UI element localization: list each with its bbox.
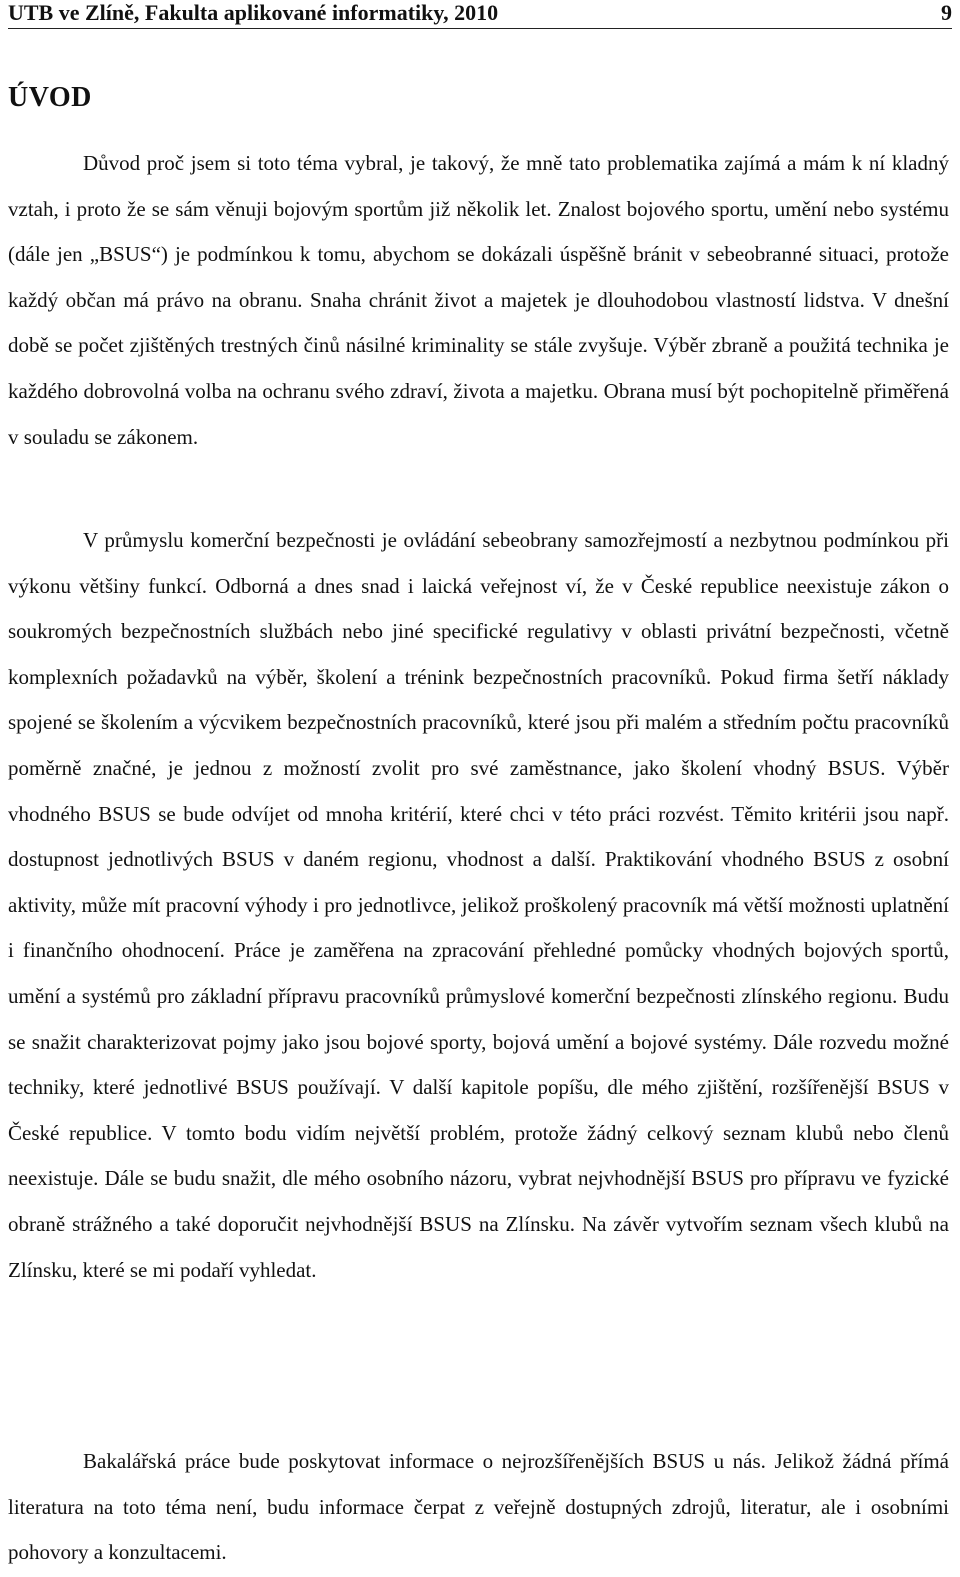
header-title: UTB ve Zlíně, Fakulta aplikované informatiky, 2010	[8, 0, 499, 25]
paragraph-security-industry: V průmyslu komerční bezpečnosti je ovládání sebeobrany samozřejmostí a nezbytnou podmínkou při výkonu většiny funkcí. Odborná a dnes snad i laická veřejnost ví, že v České republice neexistuje zákon o soukromých bezpečnostních službách nebo jiné specifické regulativy v oblasti privátní bezpečnosti, včetně komplexních požadavků na výběr, školení a trénink bezpečnostních pracovníků. Pokud firma šetří náklady spojené se školením a výcvikem bezpečnostních pracovníků, které jsou při malém a středním počtu pracovníků poměrně značné, je jednou z možností zvolit pro své zaměstnance, jako školení vhodný BSUS. Výběr vhodného BSUS se bude odvíjet od mnoha kritérií, které chci v této práci rozvést. Těmito kritérii jsou např. dostupnost jednotlivých BSUS v daném regionu, vhodnost a další. Praktikování vhodného BSUS z osobní aktivity, může mít pracovní výhody i pro jednotlivce, jelikož proškolený pracovník má větší možnosti uplatnění i finančního ohodnocení. Práce je zaměřena na zpracování přehledné pomůcky vhodných bojových sportů, umění a systémů pro základní přípravu pracovníků průmyslové komerční bezpečnosti zlínského regionu. Budu se snažit charakterizovat pojmy jako jsou bojové sporty, bojová umění a bojové systémy. Dále rozvedu možné techniky, které jednotlivé BSUS používají. V další kapitole popíšu, dle mého zjištění, rozšířenější BSUS v České republice. V tomto bodu vidím největší problém, protože žádný celkový seznam klubů nebo členů neexistuje. Dále se budu snažit, dle mého osobního názoru, vybrat nejvhodnější BSUS pro přípravu ve fyzické obraně strážného a také doporučit nejvhodnější BSUS na Zlínsku. Na závěr vytvořím seznam všech klubů na Zlínsku, které se mi podaří vyhledat.	[8, 528, 949, 1282]
page-number: 9	[941, 0, 952, 25]
running-header	[8, 0, 952, 29]
paragraph-intro: Důvod proč jsem si toto téma vybral, je takový, že mně tato problematika zajímá a mám k ní kladný vztah, i proto že se sám věnuji bojovým sportům již několik let. Znalost bojového sportu, umění nebo systému (dále jen „BSUS“) je podmínkou k tomu, abychom se dokázali úspěšně bránit v sebeobranné situaci, protože každý občan má právo na obranu. Snaha chránit život a majetek je dlouhodobou vlastností lidstva. V dnešní době se počet zjištěných trestných činů násilné kriminality se stále zvyšuje. Výběr zbraně a použitá technika je každého dobrovolná volba na ochranu svého zdraví, života a majetku. Obrana musí být pochopitelně přiměřená v souladu se zákonem.	[8, 151, 949, 449]
paragraph-thesis-scope: Bakalářská práce bude poskytovat informace o nejrozšířenějších BSUS u nás. Jelikož žádná přímá literatura na toto téma není, budu informace čerpat z veřejně dostupných zdrojů, literatur, ale i osobními pohovory a konzultacemi.	[8, 1449, 949, 1565]
section-heading: ÚVOD	[8, 82, 92, 113]
